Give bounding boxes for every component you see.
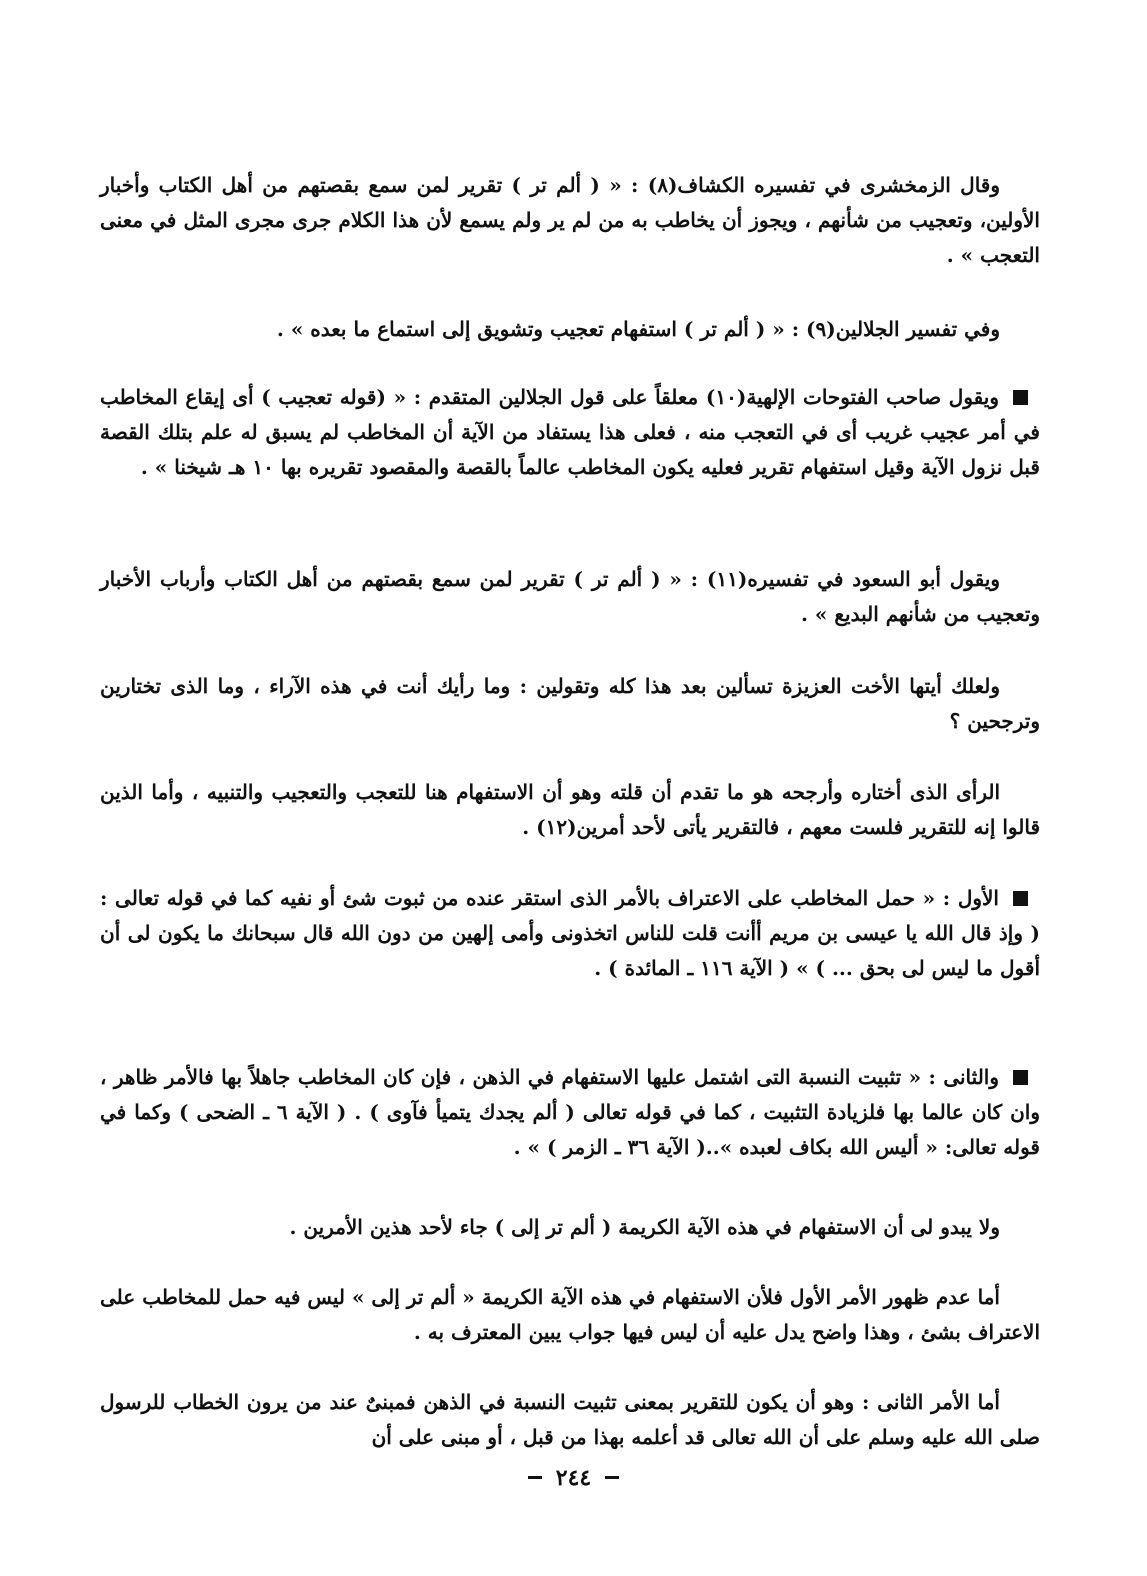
- paragraph-second-absence: [100, 1385, 1040, 1455]
- paragraph-question: [100, 669, 1040, 739]
- paragraph-text: ويقول صاحب الفتوحات الإلهية(١٠) معلقاً على قول الجلالين المتقدم : « (قوله تعجيب ) أى إيقاع المخاطب في أمر عجيب غريب أى في التعجب منه ، فعلى هذا يستفاد من الآية أن المخاطب لم يسبق له علم بتلك القصة قبل نزول الآية وقيل استفهام تقرير فعليه يكون المخاطب عالماً بالقصة والمقصود تقريره بها ١٠ هـ شيخنا » .: [100, 385, 1040, 479]
- paragraph-futuhat: [100, 380, 1040, 485]
- page-number: [0, 1465, 1147, 1491]
- paragraph-text: وقال الزمخشرى في تفسيره الكشاف(٨) : « ( ألم تر ) تقرير لمن سمع بقصتهم من أهل الكتاب وأخبار الأولين، وتعجيب من شأنهم ، ويجوز أن يخاطب به من لم ير ولم يسمع لأن هذا الكلام جرى مجرى المثل في معنى التعجب » .: [100, 173, 1040, 267]
- square-bullet-icon: [1013, 1070, 1028, 1085]
- paragraph-text: أما عدم ظهور الأمر الأول فلأن الاستفهام في هذه الآية الكريمة « ألم تر إلى » ليس فيه حمل للمخاطب على الاعتراف بشئ ، وهذا واضح يدل عليه أن ليس فيها جواب يبين المعترف به .: [100, 1285, 1040, 1344]
- dash-decoration: [528, 1476, 542, 1479]
- paragraph-text: ويقول أبو السعود في تفسيره(١١) : « ( ألم تر ) تقرير لمن سمع بقصتهم من أهل الكتاب وأرباب الأخبار وتعجيب من شأنهم البديع » .: [100, 567, 1040, 626]
- paragraph-text: ولا يبدو لى أن الاستفهام في هذه الآية الكريمة ( ألم تر إلى ) جاء لأحد هذين الأمرين .: [289, 1215, 1000, 1239]
- paragraph-text: الأول : « حمل المخاطب على الاعتراف بالأمر الذى استقر عنده من ثبوت شئ أو نفيه كما في قوله تعالى : ( وإذ قال الله يا عيسى بن مريم أأنت قلت للناس اتخذونى وأمى إلهين من دون الله قال سبحانك ما يكون لى أن أقول ما ليس لى بحق ... ) » ( الآية ١١٦ ـ المائدة ) .: [100, 886, 1040, 980]
- paragraph-text: وفي تفسير الجلالين(٩) : « ( ألم تر ) استفهام تعجيب وتشويق إلى استماع ما بعده » .: [276, 317, 1000, 341]
- paragraph-second-matter: [100, 1060, 1040, 1165]
- paragraph-zamakhshari: [100, 168, 1040, 273]
- paragraph-text: أما الأمر الثانى : وهو أن يكون للتقرير بمعنى تثبيت النسبة في الذهن فمبنىٌ عند من يرون الخطاب للرسول صلى الله عليه وسلم على أن الله تعالى قد أعلمه بهذا من قبل ، أو مبنى على أن: [100, 1390, 1040, 1449]
- square-bullet-icon: [1013, 891, 1028, 906]
- paragraph-neither: [100, 1210, 1040, 1245]
- paragraph-text: ولعلك أيتها الأخت العزيزة تسألين بعد هذا كله وتقولين : وما رأيك أنت في هذه الآراء ، وما الذى تختارين وترجحين ؟: [100, 674, 1040, 733]
- square-bullet-icon: [1013, 390, 1028, 405]
- paragraph-text: الرأى الذى أختاره وأرجحه هو ما تقدم أن قلته وهو أن الاستفهام هنا للتعجب والتعجيب والتنبيه ، وأما الذين قالوا إنه للتقرير فلست معهم ، فالتقرير يأتى لأحد أمرين(١٢) .: [100, 780, 1040, 839]
- paragraph-preferred-opinion: [100, 775, 1040, 845]
- paragraph-abu-saud: [100, 562, 1040, 632]
- paragraph-jalalayn: [100, 312, 1040, 347]
- paragraph-text: والثانى : « تثبيت النسبة التى اشتمل عليها الاستفهام في الذهن ، فإن كان المخاطب جاهلاً بها فالأمر ظاهر ، وان كان عالما بها فلزيادة التثبيت ، كما في قوله تعالى ( ألم يجدك يتميأ فآوى ) . ( الآية ٦ ـ الضحى ) وكما في قوله تعالى: « أليس الله بكاف لعبده »..( الآية ٣٦ ـ الزمر ) » .: [100, 1065, 1040, 1159]
- page-number-value: ٢٤٤: [555, 1465, 592, 1491]
- paragraph-first-matter: [100, 881, 1040, 986]
- paragraph-first-absence: [100, 1280, 1040, 1350]
- dash-decoration: [605, 1476, 619, 1479]
